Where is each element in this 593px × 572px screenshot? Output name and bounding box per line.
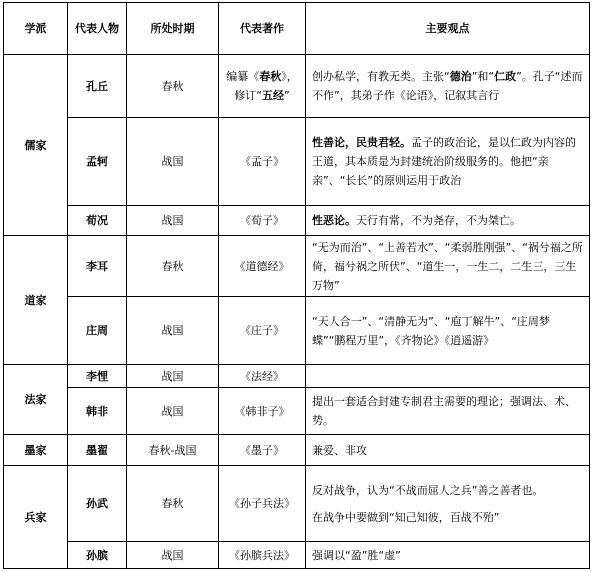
views-cell	[306, 55, 590, 118]
views-text: 天行有常，不为尧存，不为桀亡。	[356, 214, 521, 227]
views-text-bold: 德治	[449, 70, 472, 83]
views-text: 创办私学，有教无类。主张“	[312, 70, 450, 83]
school-bing: 兵家	[4, 466, 68, 569]
table-row	[4, 236, 590, 297]
person-cell: 李悝	[68, 365, 127, 388]
table-row	[4, 542, 590, 569]
works-cell: 《道德经》	[219, 236, 306, 297]
person-cell: 墨翟	[68, 435, 127, 466]
period-cell: 春秋	[127, 55, 219, 118]
school-fa: 法家	[4, 365, 68, 435]
header-person: 代表人物	[68, 3, 127, 55]
table-row	[4, 466, 590, 542]
table-row	[4, 297, 590, 365]
header-school: 学派	[4, 3, 68, 55]
person-cell: 庄周	[68, 297, 127, 365]
period-cell: 战国	[127, 542, 219, 569]
school-ru: 儒家	[4, 55, 68, 236]
header-views: 主要观点	[306, 3, 590, 55]
table-row	[4, 206, 590, 236]
person-cell: 荀况	[68, 206, 127, 236]
views-text: 在战争中要做到“知己知彼，百战不殆”	[312, 510, 500, 524]
period-cell: 战国	[127, 206, 219, 236]
table-row	[4, 388, 590, 435]
period-cell: 春秋	[127, 236, 219, 297]
views-text: ”。孔子“述而不作”，其弟子作《论语》，记叙其言行	[312, 70, 583, 102]
person-cell: 韩非	[68, 388, 127, 435]
person-cell: 孙膑	[68, 542, 127, 569]
works-cell: 《孟子》	[219, 118, 306, 206]
period-cell: 战国	[127, 297, 219, 365]
views-cell	[306, 365, 590, 388]
works-cell	[219, 55, 306, 118]
works-text: 》，修订“	[234, 70, 298, 102]
schools-table	[3, 2, 590, 569]
period-cell: 战国	[127, 365, 219, 388]
period-cell: 战国	[127, 118, 219, 206]
views-cell: 提出一套适合封建专制君主需要的理论；强调法、术、势。	[306, 388, 590, 435]
school-dao: 道家	[4, 236, 68, 365]
views-cell: “天人合一”、“清静无为”、“庖丁解牛”、“庄周梦蝶”“鹏程万里”，《齐物论》《逍遥游》	[306, 297, 590, 365]
table-row	[4, 55, 590, 118]
person-cell: 孙武	[68, 466, 127, 542]
views-text: 孟子的政治论，是以仁政为内容的王道，其本质是为封建统治阶级服务的。他把“亲亲”、“长长”的原则运用于政治	[312, 136, 576, 187]
views-text: 反对战争，认为“不战而屈人之兵”善之善者也。	[312, 483, 544, 497]
table-row	[4, 365, 590, 388]
works-cell: 《韩非子》	[219, 388, 306, 435]
works-text-bold: 五经	[262, 89, 284, 102]
person-cell: 孔丘	[68, 55, 127, 118]
views-text-bold: 性善论，民贵君轻。	[312, 136, 411, 149]
views-text-bold: 性恶论。	[312, 214, 356, 227]
table-row	[4, 118, 590, 206]
works-cell: 《荀子》	[219, 206, 306, 236]
header-row	[4, 3, 590, 55]
person-cell: 李耳	[68, 236, 127, 297]
views-text-bold: 仁政	[494, 70, 517, 83]
works-text-bold: 春秋	[259, 70, 282, 83]
works-cell: 《墨子》	[219, 435, 306, 466]
works-text: ”	[284, 89, 290, 102]
views-cell	[306, 118, 590, 206]
school-mo: 墨家	[4, 435, 68, 466]
works-cell: 《法经》	[219, 365, 306, 388]
views-cell: 强调以“盈”胜“虚”	[306, 542, 590, 569]
views-cell: “无为而治”、“上善若水”、“柔弱胜刚强”、“祸兮福之所倚，福兮祸之所伏”、“道生一，一生二，二生三，三生万物”	[306, 236, 590, 297]
works-cell: 《孙膑兵法》	[219, 542, 306, 569]
period-cell: 战国	[127, 388, 219, 435]
works-cell: 《庄子》	[219, 297, 306, 365]
views-cell	[306, 206, 590, 236]
person-cell: 孟轲	[68, 118, 127, 206]
works-cell: 《孙子兵法》	[219, 466, 306, 542]
period-cell: 春秋-战国	[127, 435, 219, 466]
views-cell	[306, 466, 590, 542]
period-cell: 春秋	[127, 466, 219, 542]
header-works: 代表著作	[219, 3, 306, 55]
works-text: 编纂《	[226, 70, 260, 83]
views-text: ”和“	[471, 70, 495, 83]
views-cell: 兼爱、非攻	[306, 435, 590, 466]
table-row	[4, 435, 590, 466]
header-period: 所处时期	[127, 3, 219, 55]
